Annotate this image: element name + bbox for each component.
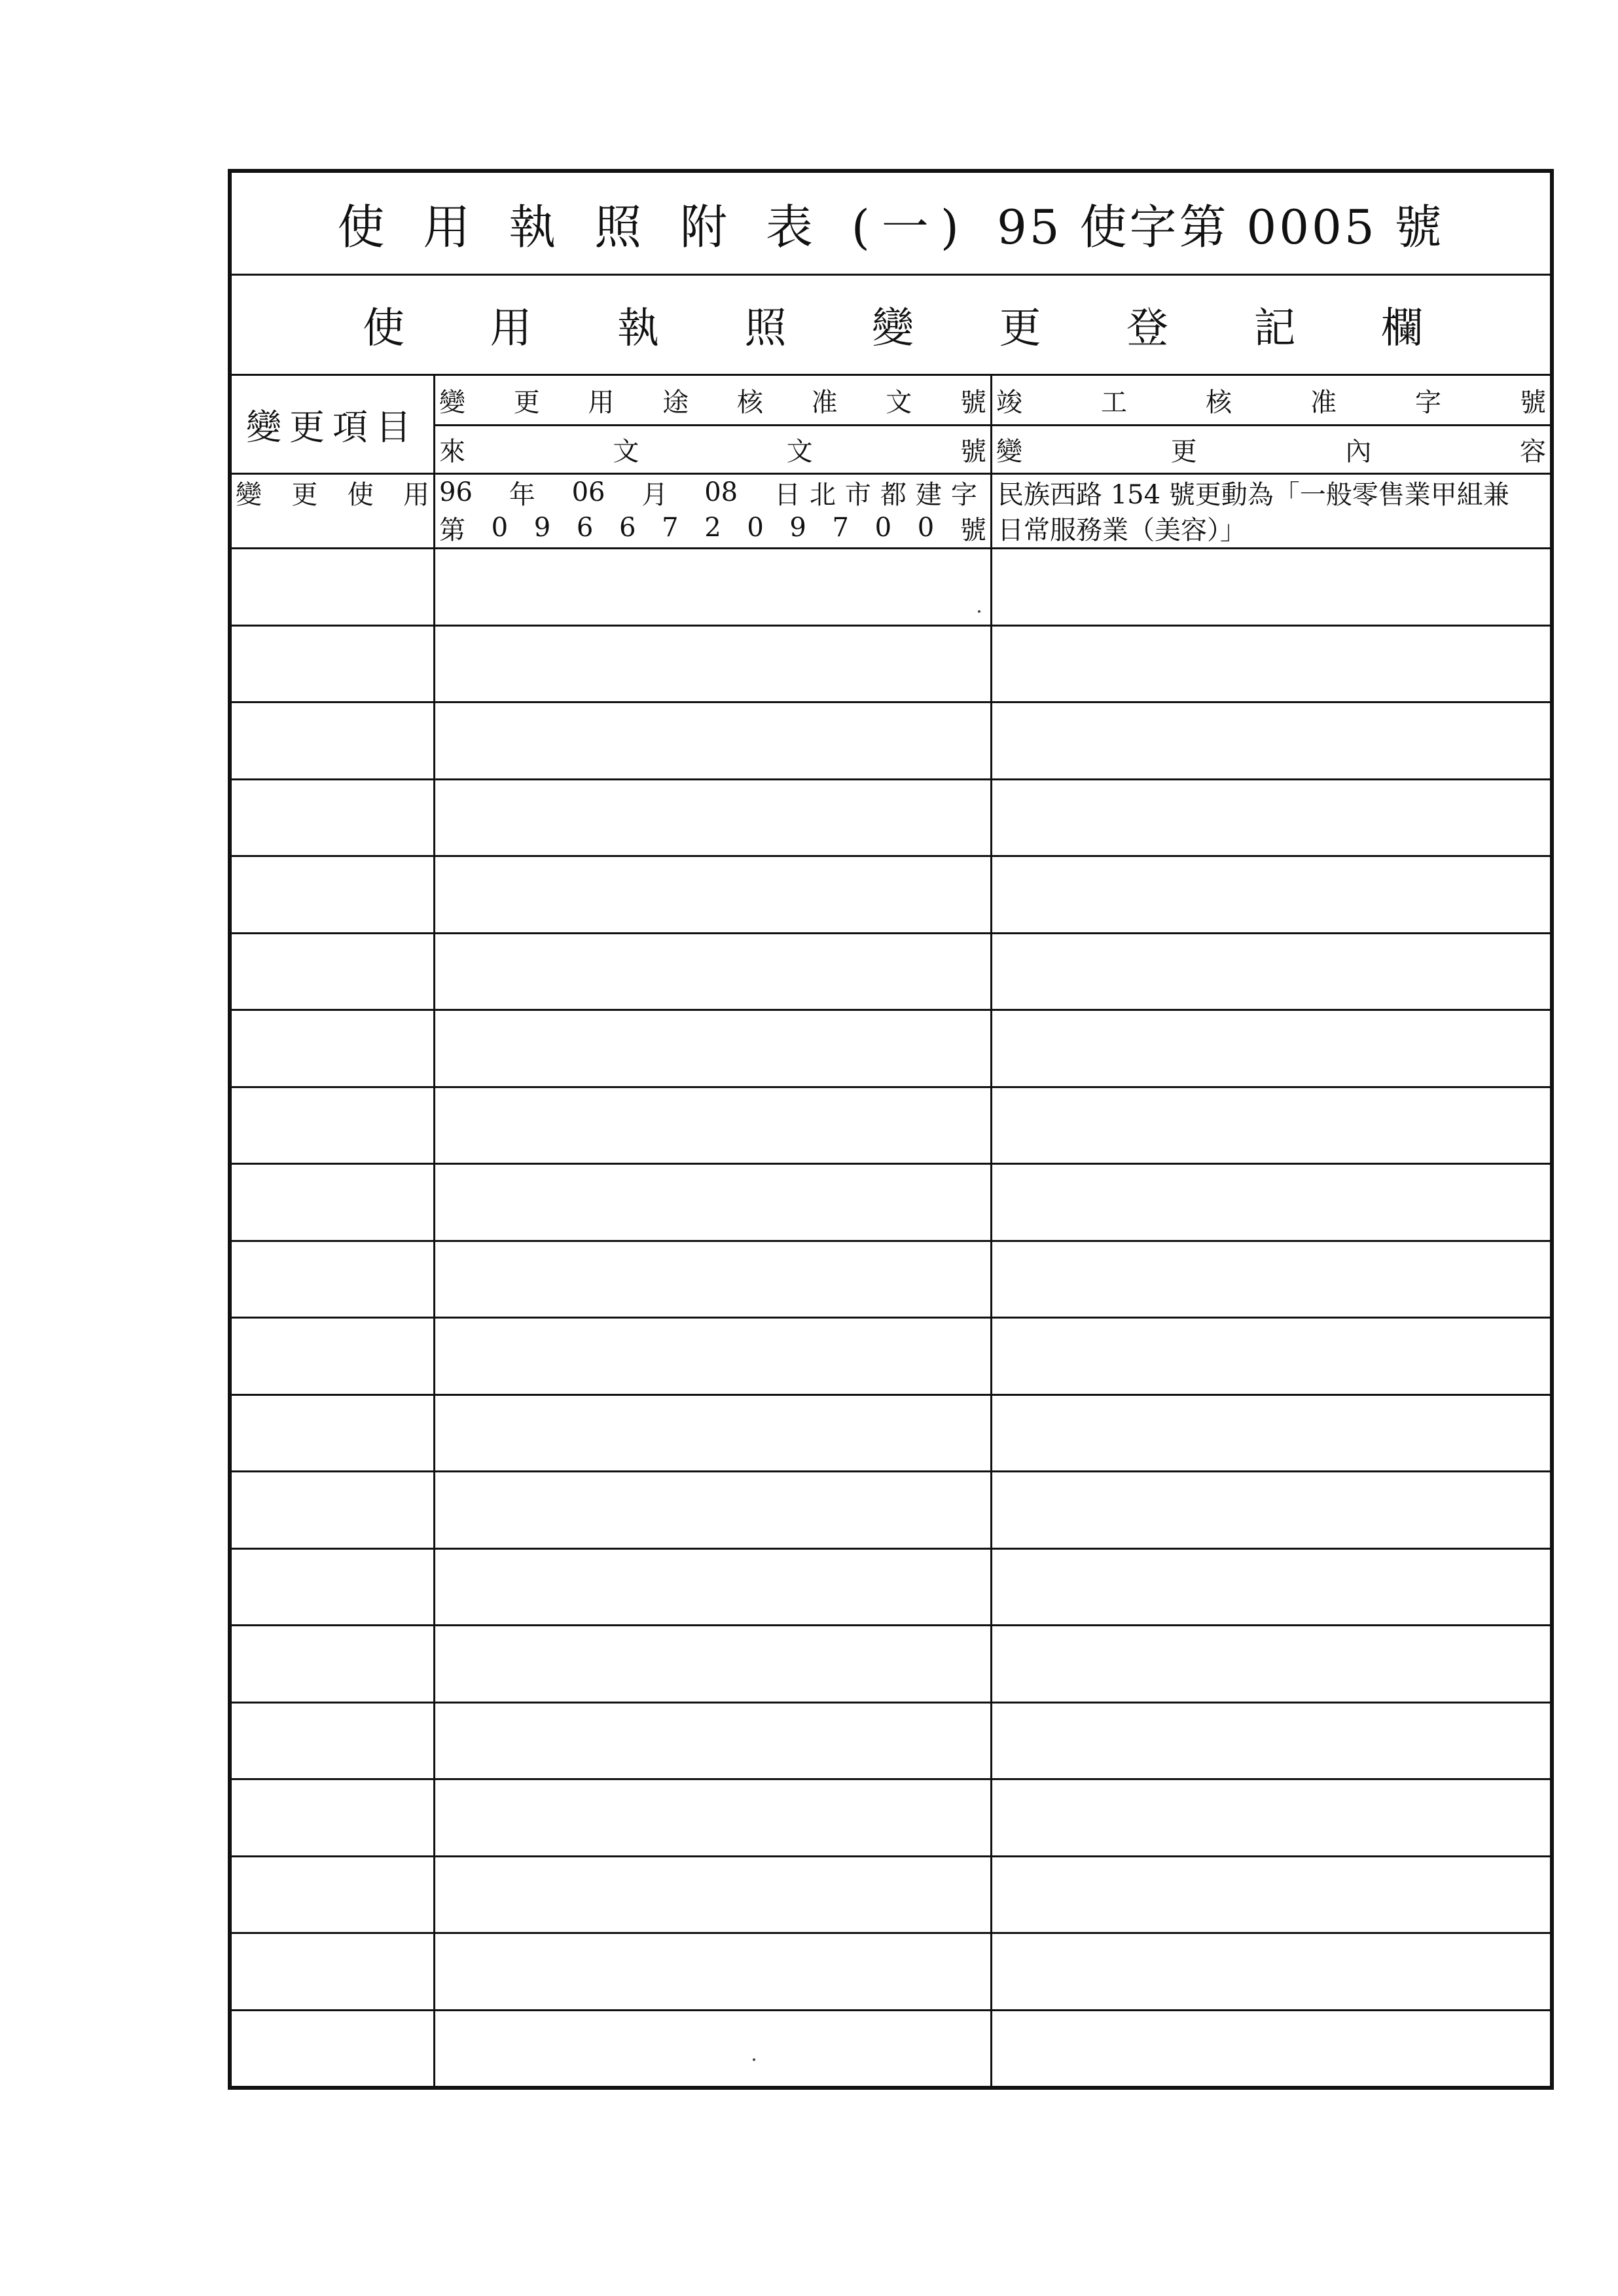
row-divider xyxy=(232,1702,1550,1704)
row-divider xyxy=(232,855,1550,857)
form-title-prefix: 使 用 執 照 附 表 (一) xyxy=(337,200,971,255)
row-divider xyxy=(232,1932,1550,1934)
row-divider xyxy=(232,1778,1550,1780)
row-divider xyxy=(232,1855,1550,1857)
permit-number: 95 使字第 0005 號 xyxy=(997,200,1445,255)
subtitle-char: 用 xyxy=(490,304,532,353)
subtitle-char: 變 xyxy=(872,304,914,353)
subtitle-char: 執 xyxy=(617,304,659,353)
header-incoming-doc-number: 來 文 文 號 xyxy=(439,437,986,467)
header-completion-approval-number: 竣 工 核 准 字 號 xyxy=(996,387,1546,418)
row-divider xyxy=(232,1624,1550,1626)
scan-speck xyxy=(978,610,980,613)
row-divider xyxy=(232,1470,1550,1472)
row-change-item: 變 更 使 用 xyxy=(236,479,429,510)
row-divider xyxy=(232,2009,1550,2011)
row-divider xyxy=(232,1548,1550,1550)
row-divider xyxy=(232,1086,1550,1088)
row-divider xyxy=(232,625,1550,627)
row-divider xyxy=(232,1163,1550,1165)
header-change-content: 變 更 內 容 xyxy=(996,437,1546,467)
row-divider xyxy=(232,1317,1550,1319)
subtitle-char: 更 xyxy=(999,304,1041,353)
row-divider xyxy=(232,1240,1550,1242)
row-doc-line2: 第 0 9 6 6 7 2 0 9 7 0 0 號 xyxy=(439,513,986,545)
row-content-line1: 民族西路 154 號更動為「一般零售業甲組兼 xyxy=(998,479,1509,510)
row-divider xyxy=(232,778,1550,780)
row-divider xyxy=(232,932,1550,934)
subtitle-char: 記 xyxy=(1253,304,1296,353)
subtitle-char: 欄 xyxy=(1381,304,1423,353)
form-subtitle xyxy=(363,276,1423,374)
form-title xyxy=(232,173,1550,274)
row-content-line2: 日常服務業（美容）」 xyxy=(998,515,1246,545)
subtitle-char: 登 xyxy=(1126,304,1168,353)
header-approval-doc-number: 變 更 用 途 核 准 文 號 xyxy=(439,387,986,418)
subtitle-char: 照 xyxy=(744,304,787,353)
row-divider xyxy=(232,1394,1550,1396)
usage-permit-change-form xyxy=(228,169,1554,2090)
header-change-item: 變更項目 xyxy=(246,406,419,448)
scan-speck xyxy=(753,2058,755,2061)
row-doc-line1: 96 年 06 月 08 日北市都建字 xyxy=(439,477,986,510)
row-divider xyxy=(232,547,1550,549)
row-divider xyxy=(232,701,1550,703)
subtitle-char: 使 xyxy=(363,304,404,353)
row-divider xyxy=(232,1009,1550,1011)
